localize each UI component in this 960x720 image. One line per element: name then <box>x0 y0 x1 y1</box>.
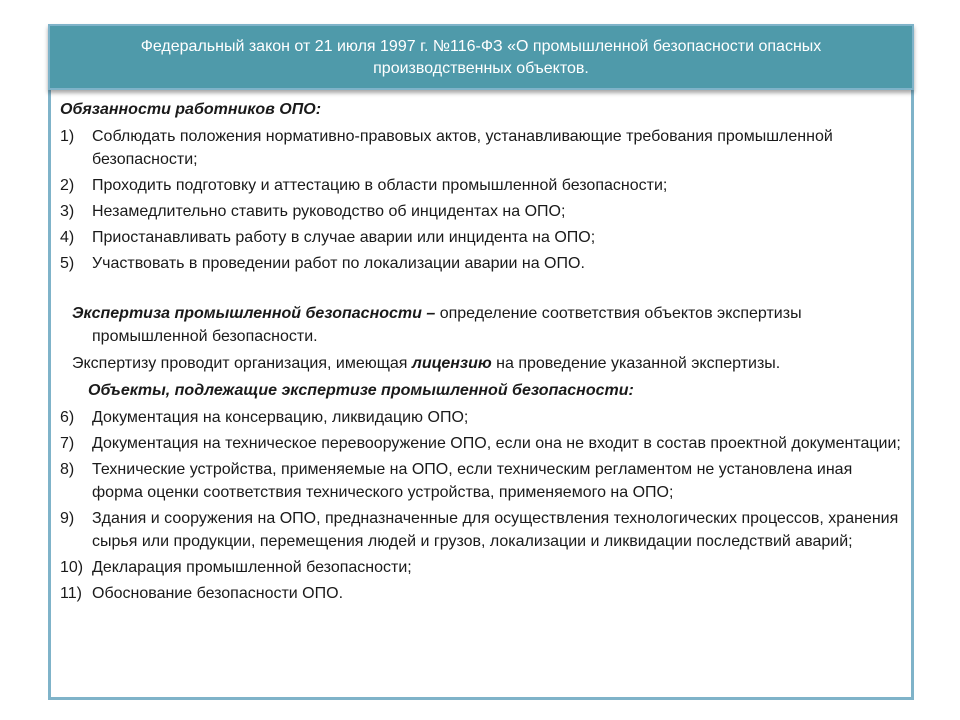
item-number: 4) <box>60 229 75 246</box>
expertise-definition <box>60 302 906 348</box>
expertise-term: Экспертиза промышленной безопасности – <box>72 305 436 322</box>
item-text: Обоснование безопасности ОПО. <box>92 585 344 602</box>
slide-title <box>48 24 914 90</box>
license-text-after: на проведение указанной экспертизы. <box>491 355 781 372</box>
item-number: 6) <box>60 409 75 426</box>
list-item <box>60 200 906 223</box>
list-item <box>60 252 906 275</box>
item-text: Декларация промышленной безопасности; <box>92 559 412 576</box>
item-number: 9) <box>60 510 75 527</box>
item-number: 11) <box>60 585 82 602</box>
list-item <box>60 432 906 455</box>
objects-heading: Объекты, подлежащие экспертизе промышленной безопасности: <box>88 382 634 399</box>
item-text: Приостанавливать работу в случае аварии или инцидента на ОПО; <box>92 229 596 246</box>
title-line-2: производственных объектов. <box>373 60 589 77</box>
license-keyword: лицензию <box>411 355 492 372</box>
item-text: Проходить подготовку и аттестацию в области промышленной безопасности; <box>92 177 668 194</box>
list-item <box>60 125 906 171</box>
item-text: Здания и сооружения на ОПО, предназначенные для осуществления технологических процессов, хранения сырья или продукции, перемещения людей и грузов, локализации и ликвидации последствий аварий; <box>92 510 899 550</box>
title-line-1: Федеральный закон от 21 июля 1997 г. №116-ФЗ «О промышленной безопасности опасных <box>140 38 822 55</box>
item-number: 10) <box>60 559 84 576</box>
list-item <box>60 174 906 197</box>
expertise-definition-line-1: определение соответствия объектов экспертизы <box>435 305 802 322</box>
item-number: 5) <box>60 255 75 272</box>
item-number: 1) <box>60 128 75 145</box>
expertise-definition-line-2: промышленной безопасности. <box>92 328 318 345</box>
spacer <box>60 278 906 302</box>
license-statement <box>60 352 906 375</box>
item-number: 3) <box>60 203 75 220</box>
item-text: Технические устройства, применяемые на ОПО, если техническим регламентом не установлена иная форма оценки соответствия технического устройства, применяемого на ОПО; <box>92 461 853 501</box>
item-number: 7) <box>60 435 75 452</box>
duties-heading: Обязанности работников ОПО: <box>60 101 322 118</box>
list-item <box>60 406 906 429</box>
list-item <box>60 226 906 249</box>
list-item <box>60 507 906 553</box>
list-item <box>60 582 906 605</box>
item-text: Незамедлительно ставить руководство об инцидентах на ОПО; <box>92 203 566 220</box>
slide-body <box>60 98 906 608</box>
item-text: Документация на техническое перевооружение ОПО, если она не входит в состав проектной документации; <box>92 435 901 452</box>
item-text: Документация на консервацию, ликвидацию ОПО; <box>92 409 469 426</box>
item-text: Участвовать в проведении работ по локализации аварии на ОПО. <box>92 255 585 272</box>
license-text-before: Экспертизу проводит организация, имеющая <box>72 355 412 372</box>
list-item <box>60 458 906 504</box>
item-text: Соблюдать положения нормативно-правовых актов, устанавливающие требования промышленной безопасности; <box>92 128 833 168</box>
item-number: 2) <box>60 177 75 194</box>
list-item <box>60 556 906 579</box>
item-number: 8) <box>60 461 75 478</box>
